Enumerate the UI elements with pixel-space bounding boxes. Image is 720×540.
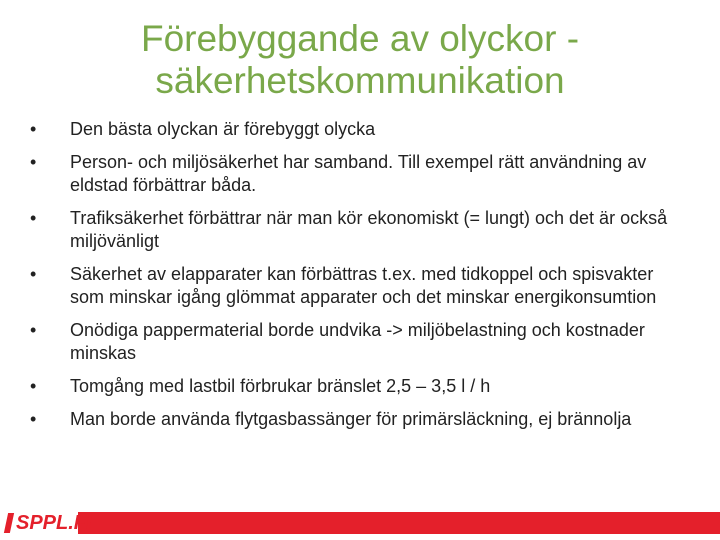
logo-text: SPPL.FI [16, 511, 92, 534]
bullet-icon: • [30, 119, 37, 139]
bullet-text: Trafiksäkerhet förbättrar när man kör ekonomiskt (= lungt) och det är också miljövänligt [70, 208, 668, 251]
bullet-item [30, 263, 690, 309]
bullet-icon: • [30, 264, 37, 284]
slide-title [60, 18, 660, 102]
bullet-text: Tomgång med lastbil förbrukar bränslet 2,5 – 3,5 l / h [70, 376, 491, 396]
logo-mark-icon [4, 513, 14, 533]
sppl-logo [6, 509, 92, 537]
bullet-text: Person- och miljösäkerhet har samband. Till exempel rätt användning av eldstad förbättrar båda. [70, 152, 647, 195]
slide-title-line-1: Förebyggande av olyckor - [140, 18, 580, 59]
bullet-text: Den bästa olyckan är förebyggt olycka [70, 119, 376, 139]
bullet-icon: • [30, 320, 37, 340]
bullet-text: Säkerhet av elapparater kan förbättras t.ex. med tidkoppel och spisvakter som minskar igång glömmat apparater och det minskar energikonsumtion [70, 264, 657, 307]
bullet-text: Onödiga pappermaterial borde undvika -> miljöbelastning och kostnader minskas [70, 320, 645, 363]
bullet-icon: • [30, 409, 37, 429]
footer-bar [0, 512, 720, 534]
slide-title-line-2: säkerhetskommunikation [155, 60, 565, 101]
bullet-item [30, 408, 690, 431]
bullet-text: Man borde använda flytgasbassänger för primärsläckning, ej brännolja [70, 409, 632, 429]
bullet-item [30, 375, 690, 398]
bullet-item [30, 151, 690, 197]
bullet-item [30, 207, 690, 253]
bullet-list [30, 118, 690, 441]
bullet-icon: • [30, 208, 37, 228]
bullet-item [30, 319, 690, 365]
bullet-item [30, 118, 690, 141]
bullet-icon: • [30, 376, 37, 396]
bullet-icon: • [30, 152, 37, 172]
